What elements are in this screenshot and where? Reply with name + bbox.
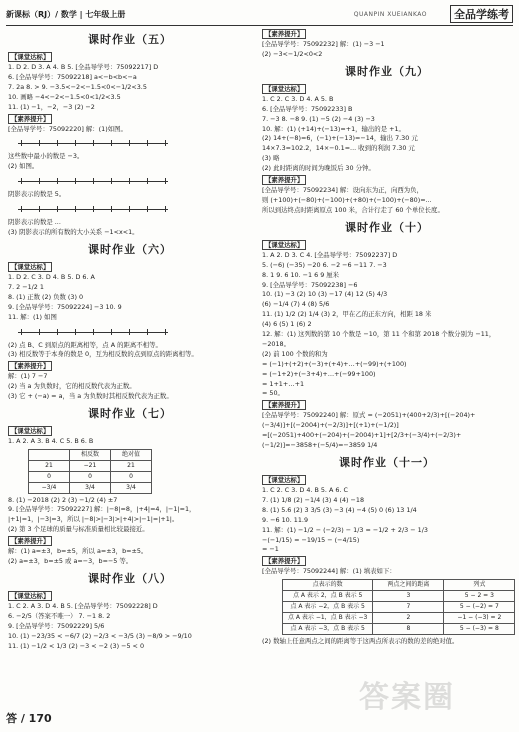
- table-cell: 8: [373, 623, 444, 634]
- table-cell: 点 A 表示 −1，点 B 表示 −3: [283, 612, 373, 623]
- table-row: [283, 591, 515, 602]
- answer-line: 8. (1) 5.6 (2) 3 3/5 (3) −3 (4) −4 (5) 0 (6) 13 1/4: [262, 505, 417, 514]
- answer-line: 11. (1) 1/2 (2) 1/4 (3) 2，甲在乙的正东方向，相距 18 米: [262, 310, 432, 319]
- answer-line: 8. (1) −2018 (2) 2 (3) −1/2 (4) ±7: [8, 495, 118, 504]
- table-cell: 2: [373, 612, 444, 623]
- watermark-logo: 答案圈: [359, 680, 455, 715]
- section-tag: 【素养提升】: [8, 361, 52, 371]
- table-cell: −1 − (−3) = 2: [444, 612, 515, 623]
- section-tag: 【课堂达标】: [8, 262, 52, 272]
- answer-line: (2) 当 a 为负数时，它的相反数代表为正数。: [8, 382, 136, 391]
- answer-line: 9. [全品导学号：75092238] −6: [262, 280, 358, 289]
- answer-line: (2) 数轴上任意两点之间的距离等于这两点所表示的数的差的绝对值。: [262, 636, 459, 645]
- answer-line: 则 (+100)+(−80)+(−100)+(+80)+(−100)+(−80)=...: [262, 195, 432, 204]
- number-line-figure: [18, 136, 168, 150]
- answer-line: 6. [全品导学号：75092218] a<−b<b<−a: [8, 72, 137, 81]
- answer-line: 6. −2/5（答案不唯一） 7. −1 8. 2: [8, 611, 111, 620]
- section-tag: 【课堂达标】: [8, 52, 52, 62]
- section-tag: 【课堂达标】: [8, 591, 52, 601]
- answer-line: 10. (1) −23/35 < −6/7 (2) −2/3 < −3/5 (3) −8/9 > −9/10: [8, 631, 192, 640]
- table-cell: 7: [373, 602, 444, 613]
- answer-line: 12. 解：(1) 这列数的第 10 个数是 −10，第 11 个和第 2018 个数分别为 −11，: [262, 330, 496, 339]
- tag-row: [262, 555, 512, 567]
- answer-line: 6. [全品导学号：75092233] B: [262, 104, 353, 113]
- answer-line: =[(−2051)+400+(−204)+(−2004)+1]+[2/3+(−3/4)+(−2/3)+: [262, 431, 462, 440]
- answer-table: [282, 579, 515, 635]
- section-title: 课时作业（六）: [88, 242, 172, 256]
- answer-line: (2) 前 100 个数的和为: [262, 349, 328, 358]
- answer-line: 解：(1) a=±3，b=±5，所以 a=±3，b=±5。: [8, 547, 148, 556]
- table-cell: 3: [373, 591, 444, 602]
- table-row: [29, 460, 152, 471]
- answer-line: = −1: [262, 545, 279, 554]
- answer-line: 14×7.3=102.2，14×−0.1=... 收到的利润 7.30 元: [262, 144, 415, 153]
- table-cell: 21: [29, 460, 70, 471]
- table-cell: 5 − (−2) = 7: [444, 602, 515, 613]
- table-header-cell: 两点之间的距离: [373, 580, 444, 591]
- section-tag: 【素养提升】: [262, 556, 306, 566]
- answer-line: (4) 6 (5) 1 (6) 2: [262, 320, 312, 329]
- right-column: [262, 28, 512, 647]
- answer-line: 10. 画略 −4<−2<−1.5<0<1/2<3.5: [8, 92, 121, 101]
- answer-line: 解：(1) 7 −7: [8, 372, 48, 381]
- answer-line: 1. C 2. A 3. D 4. B 5. [全品导学号：75092228] D: [8, 602, 158, 610]
- table-cell: −3/4: [29, 482, 70, 493]
- table-cell: 5 − (−3) = 8: [444, 623, 515, 634]
- answer-line: (3) 它 + (−a) = a，当 a 为负数时其相反数代表为正数。: [8, 392, 173, 401]
- table-cell: 3/4: [70, 482, 111, 493]
- number-line-figure: [18, 325, 168, 339]
- answer-line: 7. 2a 8. > 9. −3.5<−2<−1.5<0<−1/2<3.5: [8, 82, 147, 91]
- table-row: [283, 612, 515, 623]
- answer-line: 阴影表示的数是 ...: [8, 218, 61, 227]
- answer-line: 11. (1) −1，−2，−3 (2) −2: [8, 102, 95, 111]
- table-row: [29, 471, 152, 482]
- tag-row: [262, 474, 512, 486]
- header-mid-text: QUANPIN XUEIANKAO: [353, 11, 427, 18]
- answer-line: 10. 解：(1) (+14)+(−13)=+1，输出的是 +1。: [262, 124, 405, 133]
- answer-line: 5. (−6) (−35) −20 6. −2 −6 −11 7. −3: [262, 260, 387, 269]
- answer-line: 9. [全品导学号：75092227] 解：|−8|=8，|+4|=4，|−1|=1，: [8, 505, 196, 514]
- answer-line: (2) −3<−1/2<0<2: [262, 49, 323, 58]
- section-title: 课时作业（七）: [88, 407, 172, 421]
- table-header-cell: 相反数: [70, 449, 111, 460]
- answer-line: 1. C 2. C 3. D 4. A 5. B: [262, 94, 334, 103]
- section-tag: 【课堂达标】: [262, 240, 306, 250]
- tag-row: [8, 535, 252, 547]
- answer-line: 1. D 2. C 3. D 4. B 5. D 6. A: [8, 272, 95, 281]
- answer-line: 9. −6 10. 11.9: [262, 515, 309, 524]
- table-cell: 21: [111, 460, 152, 471]
- table-cell: 5 − 2 = 3: [444, 591, 515, 602]
- answer-line: 1. A 2. A 3. B 4. C 5. B 6. B: [8, 437, 94, 446]
- table-cell: 3/4: [111, 482, 152, 493]
- tag-row: [262, 239, 512, 251]
- answer-line: 11. 解：(1) −1/2 − (−2/3) − 1/3 = −1/2 + 2/3 − 1/3: [262, 525, 428, 534]
- answer-line: 8. (1) 正数 (2) 负数 (3) 0: [8, 292, 84, 301]
- table-cell: 0: [111, 471, 152, 482]
- section-tag: 【课堂达标】: [262, 84, 306, 94]
- answer-line: [全品导学号：75092220] 解：(1)如图。: [8, 124, 127, 133]
- tag-row: [8, 360, 252, 372]
- answer-line: = (−1)+(+2)+(−3)+(+4)+…+(−99)+(+100): [262, 359, 407, 368]
- table-row: [283, 623, 515, 634]
- answer-line: (2) 14+(−8)=6，(−1)+(−13)=−14，输出 7.30 元: [262, 134, 418, 143]
- answer-table: [28, 449, 152, 494]
- section-tag: 【素养提升】: [262, 29, 306, 39]
- header-brand: 全品学练考: [450, 5, 513, 23]
- answer-line: 1. C 2. C 3. D 4. B 5. A 6. C: [262, 486, 348, 494]
- table-header-cell: [29, 449, 70, 460]
- answer-line: −2018。: [262, 339, 291, 348]
- tag-row: [8, 425, 252, 437]
- answer-line: 8. 1 9. 6 10. −1 6 9 厘米: [262, 270, 340, 279]
- answer-line: [全品导学号：75092244] 解：(1) 填表如下：: [262, 567, 396, 576]
- answer-line: 1. D 2. D 3. A 4. B 5. [全品导学号：75092217] D: [8, 63, 159, 71]
- left-column: [8, 28, 252, 652]
- section-tag: 【素养提升】: [262, 400, 306, 410]
- tag-row: [262, 399, 512, 411]
- answer-line: (2) 点 B、C 到原点的距离相等，点 A 的距离不相等。: [8, 340, 162, 349]
- tag-row: [262, 83, 512, 95]
- answer-line: 1. A 2. D 3. C 4. [全品导学号：75092237] D: [262, 250, 398, 259]
- table-header-cell: 绝对值: [111, 449, 152, 460]
- table-row: [29, 482, 152, 493]
- answer-line: (2) 如图。: [8, 162, 39, 171]
- table-cell: 点 A 表示 −2，点 B 表示 5: [283, 602, 373, 613]
- answer-line: [全品导学号：75092232] 解：(1) −3 −1: [262, 40, 385, 48]
- number-line-figure: [18, 202, 168, 216]
- tag-row: [8, 590, 252, 602]
- answer-line: 9. [全品导学号：75092229] 5/6: [8, 621, 105, 630]
- answer-line: (2) 第 3 个足球的质量与标准质量相比较最接近。: [8, 525, 149, 534]
- answer-line: (6) −1/4 (7) 4 (8) 5/6: [262, 300, 330, 309]
- section-title: 课时作业（十）: [345, 220, 429, 234]
- answer-line: 10. (1) −3 (2) 10 (3) −17 (4) 12 (5) 4/3: [262, 290, 388, 299]
- section-title: 课时作业（八）: [88, 572, 172, 585]
- section-tag: 【课堂达标】: [262, 475, 306, 485]
- answer-line: 11. 解：(1) 如图: [8, 312, 57, 321]
- answer-line: = (−1+2)+(−3+4)+…+(−99+100): [262, 369, 376, 378]
- answer-line: (3) 阴影表示的所有数的大小关系 −1<x<1。: [8, 228, 139, 237]
- table-row: [283, 602, 515, 613]
- tag-row: [262, 174, 512, 186]
- table-cell: 点 A 表示 2，点 B 表示 5: [283, 591, 373, 602]
- tag-row: [8, 113, 252, 125]
- number-line-figure: [18, 174, 168, 188]
- table-cell: −21: [70, 460, 111, 471]
- answer-line: 7. (1) 1/8 (2) −1/4 (3) 4 (4) −18: [262, 495, 365, 504]
- answer-line: (2) a=±3，b=±5 或 a=−3，b=−5 等。: [8, 557, 133, 566]
- page-header: [6, 3, 513, 26]
- answer-line: = 1+1+…+1: [262, 379, 305, 388]
- answer-line: −(−1/15) = −19/15 − (−4/15): [262, 535, 360, 544]
- answer-line: 所以到达终点时距离原点 100 米，合计行走了 60 个单位长度。: [262, 205, 444, 214]
- answer-line: [全品导学号：75092240] 解：原式 = (−2051)+(400+2/3)+[(−204)+: [262, 411, 476, 420]
- section-title: 课时作业（十一）: [339, 456, 435, 469]
- table-cell: 0: [29, 471, 70, 482]
- table-cell: 点 A 表示 −3，点 B 表示 5: [283, 623, 373, 634]
- tag-row: [8, 261, 252, 273]
- section-tag: 【课堂达标】: [8, 426, 52, 436]
- section-tag: 【素养提升】: [8, 536, 52, 546]
- answer-line: 7. −3 8. −8 9. (1) −5 (2) −4 (3) −3: [262, 114, 375, 123]
- page-footer: 答 / 170: [6, 712, 52, 725]
- answer-line: 11. (1) −1/2 < 1/3 (2) −3 < −2 (3) −5 < 0: [8, 641, 145, 650]
- answer-line: (2) 此时距离的时间为晚饭后 30 分钟。: [262, 164, 375, 173]
- section-title: 课时作业（五）: [88, 33, 172, 46]
- answer-line: = 50。: [262, 389, 284, 398]
- answer-line: (3) 相反数等于本身的数是 0，互为相反数的点到原点的距离相等。: [8, 350, 198, 359]
- table-cell: 0: [70, 471, 111, 482]
- answer-line: 阴影表示的数是 5。: [8, 190, 66, 199]
- answer-line: 9. [全品导学号：75092224] −3 10. 9: [8, 302, 122, 311]
- answer-line: |+1|=1，|−3|=3，所以 |−8|>|−3|>|+4|>|−1|=|+1|。: [8, 515, 179, 524]
- tag-row: [8, 51, 252, 63]
- answer-line: (−3/4)]+[(−2004)+(−2/3)]+[(+1)+(−1/2)]: [262, 421, 399, 430]
- answer-line: 7. 2 −1/2 1: [8, 282, 44, 291]
- section-title: 课时作业（九）: [345, 64, 429, 78]
- answer-line: [全品导学号：75092234] 解：设向东为正，向西为负，: [262, 186, 423, 195]
- answer-line: (3) 略: [262, 154, 280, 163]
- header-left-text: 新课标（RJ）/ 数学 | 七年级上册: [6, 10, 126, 19]
- section-tag: 【素养提升】: [8, 114, 52, 124]
- answer-line: (−1/2)]=−3858+(−5/4)=−3859 1/4: [262, 441, 378, 450]
- answer-line: 这些数中最小的数是 −3。: [8, 152, 84, 161]
- table-header-cell: 点表示的数: [283, 580, 373, 591]
- table-header-cell: 列式: [444, 580, 515, 591]
- tag-row: [262, 28, 512, 40]
- section-tag: 【素养提升】: [262, 175, 306, 185]
